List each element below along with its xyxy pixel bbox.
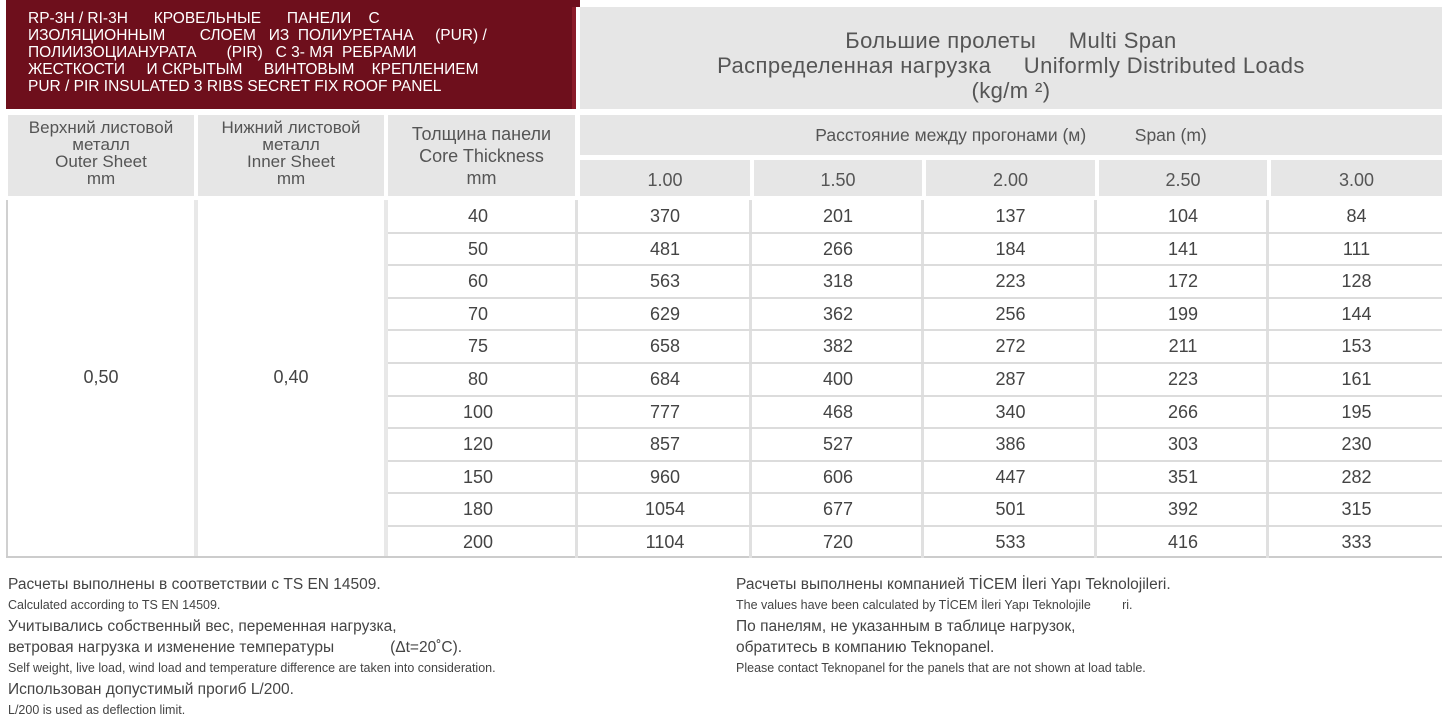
load-value-cell: 720 [822,532,854,552]
load-value-cell: 416 [1167,532,1199,552]
load-value-cell: 481 [649,239,681,259]
load-value-cell: 266 [1167,402,1199,422]
table-row [388,298,1442,330]
load-value-cell: 392 [1167,499,1199,519]
note-line: ветровая нагрузка и изменение температуры (Δt=20˚C). [8,639,463,656]
span-column-header: 3.00 [1271,160,1442,196]
load-value-cell: 303 [1167,434,1199,454]
load-type-line: Распределенная нагрузка Uniformly Distributed Loads [717,53,1305,78]
load-type-line: Большие пролеты Multi Span [845,28,1177,53]
core-thickness-cell: 75 [467,336,489,356]
product-title-line: ИЗОЛЯЦИОННЫМ СЛОЕМ ИЗ ПОЛИУРЕТАНА (PUR) / [28,27,487,44]
notes-left [8,574,496,721]
load-value-cell: 340 [995,402,1026,422]
core-thickness-cell: 70 [467,304,489,324]
note-line: Calculated according to TS EN 14509. [8,598,221,612]
product-title-line: ПОЛИИЗОЦИАНУРАТА (PIR) С 3- МЯ РЕБРАМИ [28,44,417,61]
product-title [6,7,576,109]
table-row [388,493,1442,525]
core-thickness-cell: 120 [462,434,494,454]
load-value-cell: 370 [649,206,681,226]
load-value-cell: 527 [822,434,854,454]
core-thickness-header [388,115,575,196]
load-table-body [388,200,1442,558]
load-value-cell: 318 [822,271,854,291]
load-value-cell: 230 [1341,434,1372,454]
title-cap-bar [6,0,580,7]
load-value-cell: 315 [1341,499,1372,519]
table-row [388,396,1442,428]
outer-sheet-header-line: Outer Sheet [55,152,147,171]
core-thickness-cell: 100 [462,402,494,422]
table-row [388,200,1442,232]
load-value-cell: 533 [995,532,1026,552]
outer-sheet-header-line: металл [72,135,130,154]
core-thickness-header-line: Core Thickness [419,146,544,166]
note-line: По панелям, не указанным в таблице нагрузок, [736,618,1076,635]
note-line: Расчеты выполнены компанией TİCEM İleri Yapı Teknolojileri. [736,576,1171,593]
table-row [388,526,1442,558]
load-value-cell: 400 [822,369,854,389]
table-row [388,428,1442,460]
load-value-cell: 137 [995,206,1026,226]
table-row [388,265,1442,297]
inner-sheet-header-line: Нижний листовой [221,118,361,137]
load-value-cell: 382 [822,336,854,356]
load-value-cell: 199 [1167,304,1199,324]
load-type-line: (kg/m ²) [971,78,1051,103]
load-value-cell: 857 [649,434,681,454]
core-thickness-cell: 50 [467,239,489,259]
load-value-cell: 1054 [644,499,686,519]
table-row [388,330,1442,362]
inner-sheet-header-line: Inner Sheet [247,152,335,171]
outer-sheet-header-line: mm [86,169,116,188]
notes-right [736,574,1171,679]
load-value-cell: 563 [649,271,681,291]
load-value-cell: 161 [1341,369,1372,389]
inner-sheet-header-line: металл [262,135,320,154]
core-thickness-cell: 200 [462,532,494,552]
note-line: Использован допустимый прогиб L/200. [8,681,294,698]
note-line: Self weight, live load, wind load and temperature difference are taken into consideration. [8,661,496,675]
table-row [388,233,1442,265]
note-line: Учитывались собственный вес, переменная нагрузка, [8,618,397,635]
span-header [580,115,1442,155]
load-value-cell: 777 [649,402,681,422]
outer-sheet-header [8,115,194,196]
load-value-cell: 468 [822,402,854,422]
load-value-cell: 266 [822,239,854,259]
load-type-header [580,7,1442,109]
load-value-cell: 684 [649,369,681,389]
inner-sheet-header-line: mm [276,169,306,188]
core-thickness-cell: 150 [462,467,494,487]
span-column-header: 1.00 [580,160,750,196]
load-value-cell: 153 [1341,336,1372,356]
load-value-cell: 201 [822,206,854,226]
product-title-line: ЖЕСТКОСТИ И СКРЫТЫМ ВИНТОВЫМ КРЕПЛЕНИЕМ [28,61,479,78]
load-value-cell: 104 [1167,206,1199,226]
load-value-cell: 223 [995,271,1026,291]
note-line: Please contact Teknopanel for the panels that are not shown at load table. [736,661,1146,675]
load-value-cell: 362 [822,304,854,324]
load-value-cell: 282 [1341,467,1372,487]
load-value-cell: 141 [1167,239,1199,259]
core-thickness-cell: 180 [462,499,494,519]
note-line: The values have been calculated by TİCEM İleri Yapı Teknolojile ri. [736,598,1133,612]
core-thickness-header-line: mm [466,168,497,188]
product-title-line: RP-3H / RI-3H КРОВЕЛЬНЫЕ ПАНЕЛИ С [28,10,380,27]
span-column-header: 1.50 [754,160,922,196]
load-value-cell: 386 [995,434,1026,454]
table-row [388,461,1442,493]
span-header-label: Расстояние между прогонами (м) Span (m) [815,125,1207,145]
inner-sheet-value: 0,40 [273,367,309,387]
load-value-cell: 211 [1168,336,1198,356]
outer-sheet-value: 0,50 [83,367,119,387]
load-value-cell: 144 [1341,304,1372,324]
core-thickness-cell: 80 [467,369,489,389]
load-value-cell: 658 [649,336,681,356]
load-value-cell: 111 [1342,239,1371,259]
load-value-cell: 256 [995,304,1026,324]
note-line: Расчеты выполнены в соответствии с TS EN 14509. [8,576,381,593]
load-value-cell: 629 [649,304,681,324]
load-value-cell: 501 [995,499,1026,519]
load-value-cell: 128 [1341,271,1372,291]
span-column-header: 2.50 [1099,160,1267,196]
load-value-cell: 677 [822,499,854,519]
core-thickness-cell: 60 [467,271,489,291]
load-value-cell: 447 [995,467,1026,487]
load-value-cell: 287 [995,369,1026,389]
outer-sheet-header-line: Верхний листовой [28,118,174,137]
inner-sheet-header [198,115,384,196]
load-value-cell: 606 [822,467,854,487]
load-value-cell: 333 [1341,532,1372,552]
load-value-cell: 184 [995,239,1026,259]
note-line: L/200 is used as deflection limit. [8,703,186,717]
note-line: обратитесь в компанию Teknopanel. [736,639,995,656]
product-title-line: PUR / PIR INSULATED 3 RIBS SECRET FIX ROOF PANEL [28,78,442,95]
load-value-cell: 84 [1346,206,1367,226]
load-value-cell: 272 [995,336,1026,356]
table-row [388,363,1442,395]
core-thickness-cell: 40 [467,206,489,226]
span-column-header: 2.00 [926,160,1095,196]
load-value-cell: 223 [1167,369,1199,389]
load-value-cell: 172 [1167,271,1199,291]
load-value-cell: 1104 [645,532,685,552]
load-value-cell: 195 [1341,402,1372,422]
core-thickness-header-line: Толщина панели [411,124,552,144]
load-value-cell: 351 [1167,467,1199,487]
load-value-cell: 960 [649,467,681,487]
